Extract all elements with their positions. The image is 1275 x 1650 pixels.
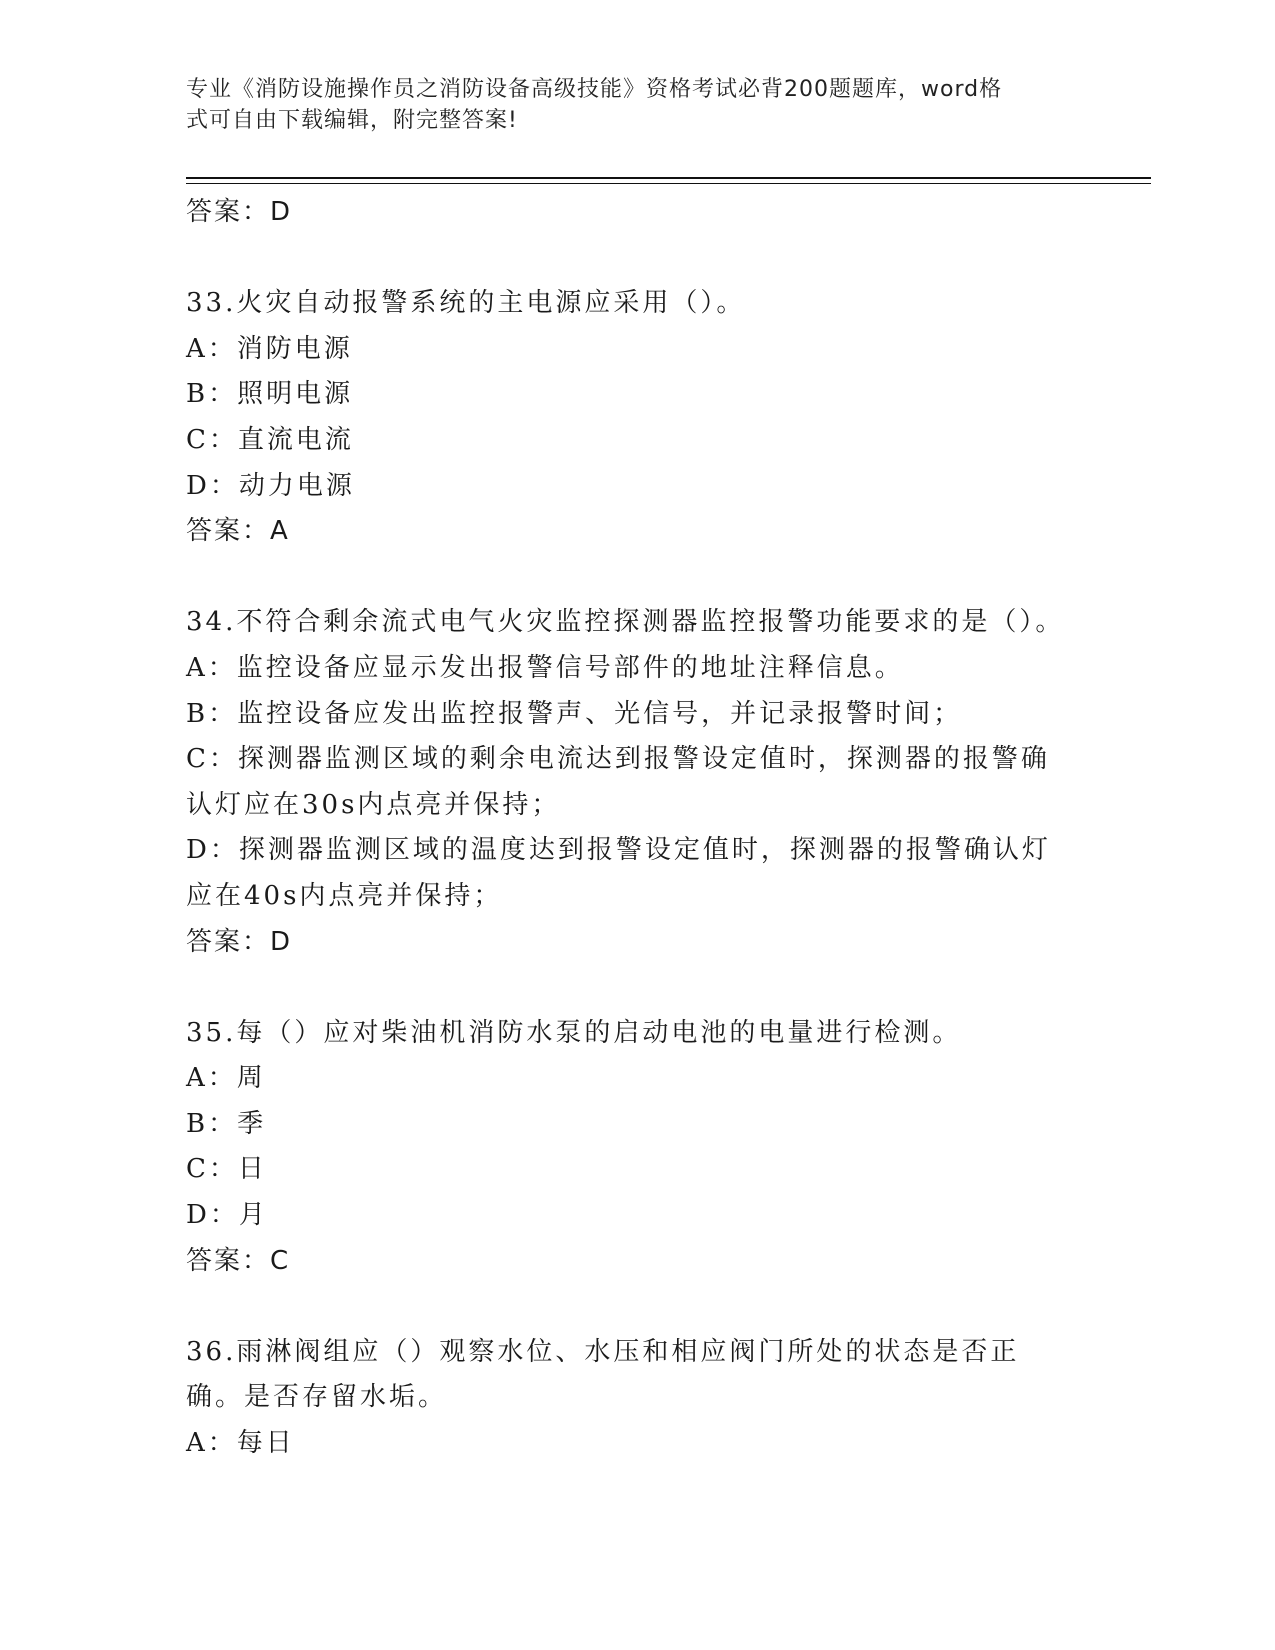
question-34-option-d: D：探测器监测区域的温度达到报警设定值时，探测器的报警确认灯应在40s内点亮并保持； <box>186 835 1051 911</box>
answer-label: 答案： <box>186 1245 271 1276</box>
answer-label: 答案： <box>186 926 271 957</box>
document-body <box>186 190 1066 1467</box>
question-33-option-a: A：消防电源 <box>186 333 353 364</box>
question-36-stem: 36.雨淋阀组应（）观察水位、水压和相应阀门所处的状态是否正确。是否存留水垢。 <box>186 1336 1020 1413</box>
question-35-option-d: D：月 <box>186 1200 268 1231</box>
question-35-option-c: C：日 <box>186 1154 267 1185</box>
answer-prev <box>186 190 1066 236</box>
answer-label: 答案： <box>186 197 271 227</box>
header-rule-thin <box>186 183 1151 184</box>
header-line-1: 专业《消防设施操作员之消防设备高级技能》资格考试必背200题题库，word格 <box>186 77 1003 102</box>
answer-label: 答案： <box>186 516 271 547</box>
question-36-option-a: A：每日 <box>186 1428 295 1459</box>
answer-value: A <box>270 516 290 547</box>
question-35-option-a: A：周 <box>186 1063 266 1094</box>
question-35-answer <box>186 1239 1066 1285</box>
header-line-2: 式可自由下载编辑，附完整答案! <box>186 108 518 133</box>
question-35-stem: 35.每（）应对柴油机消防水泵的启动电池的电量进行检测。 <box>186 1017 962 1048</box>
question-34-option-c: C：探测器监测区域的剩余电流达到报警设定值时，探测器的报警确认灯应在30s内点亮并保持； <box>186 744 1050 820</box>
question-34-option-b: B：监控设备应发出监控报警声、光信号，并记录报警时间； <box>186 698 963 729</box>
header-rule-thick <box>186 177 1151 179</box>
question-35-option-b: B：季 <box>186 1108 267 1139</box>
question-33-option-d: D：动力电源 <box>186 470 355 501</box>
question-34-option-a: A：监控设备应显示发出报警信号部件的地址注释信息。 <box>186 652 904 683</box>
document-header <box>186 74 1066 136</box>
question-33-stem: 33.火灾自动报警系统的主电源应采用（）。 <box>186 288 746 319</box>
answer-value: D <box>270 197 293 227</box>
question-34-stem: 34.不符合剩余流式电气火灾监控探测器监控报警功能要求的是（）。 <box>186 607 1065 638</box>
question-33-answer <box>186 509 1066 555</box>
answer-value: D <box>270 926 293 957</box>
answer-value: C <box>270 1245 291 1276</box>
question-34-answer <box>186 920 1066 966</box>
question-33-option-c: C：直流电流 <box>186 424 354 455</box>
question-33-option-b: B：照明电源 <box>186 379 354 410</box>
